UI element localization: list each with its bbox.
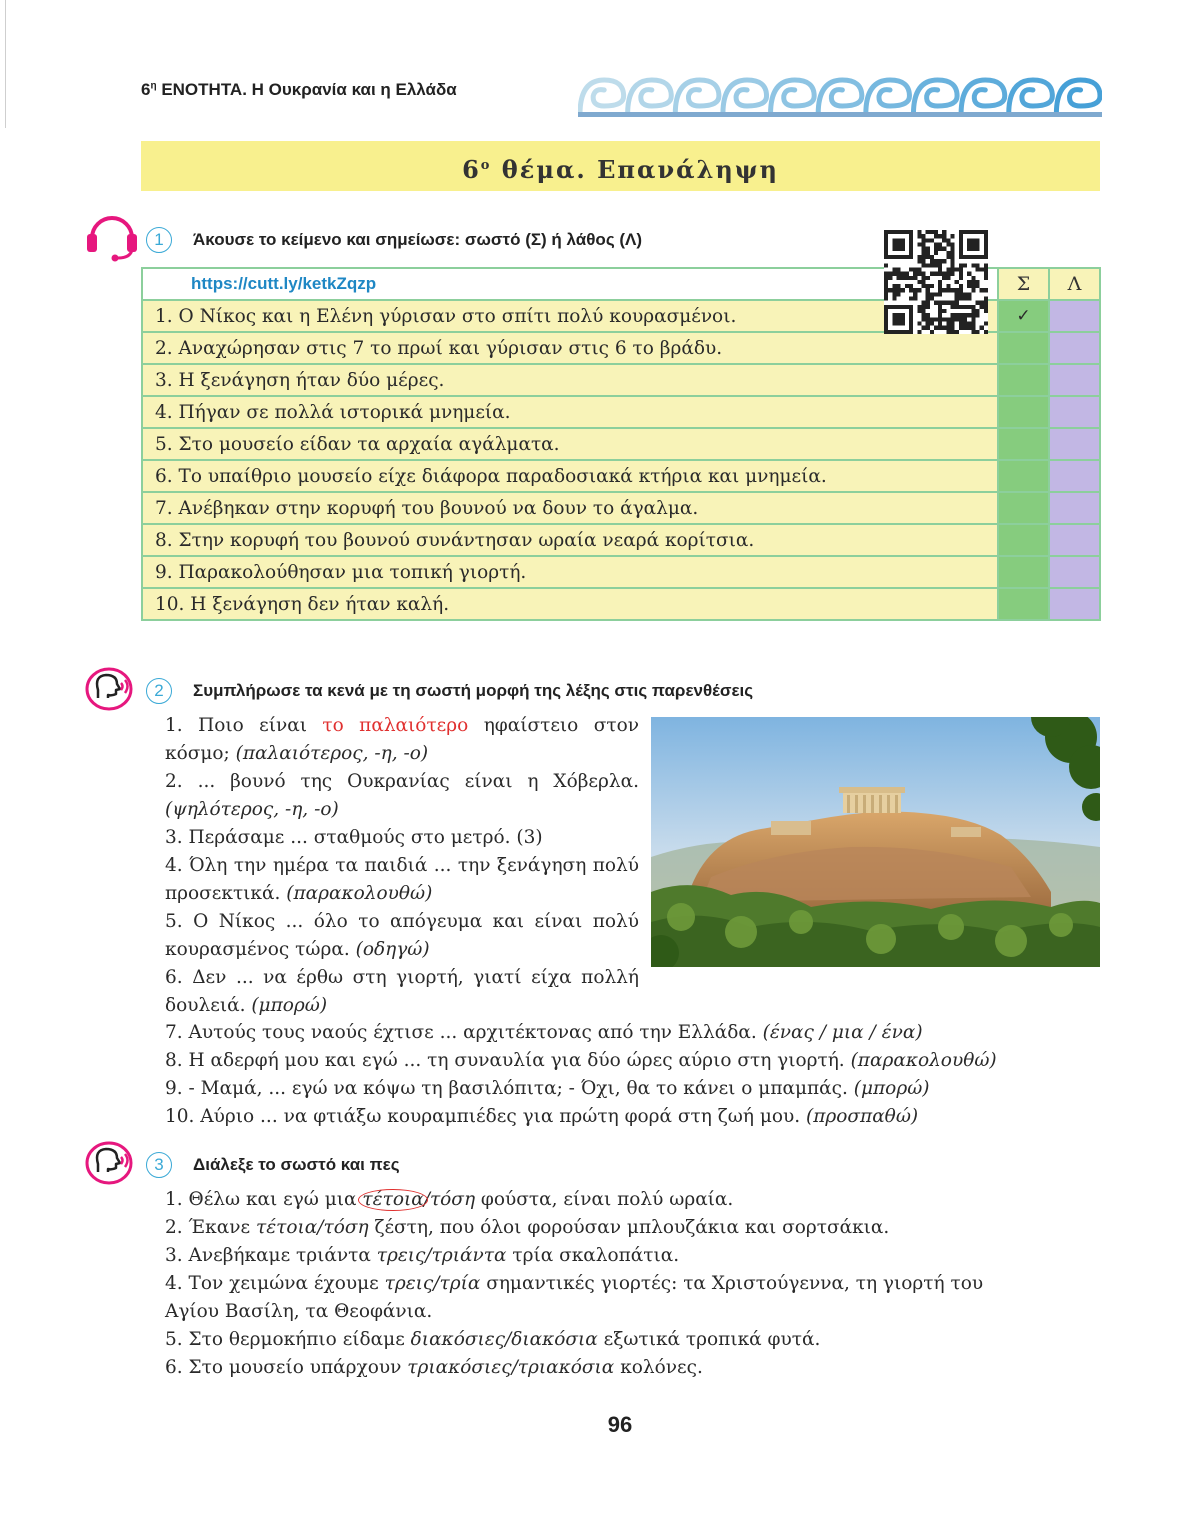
- qr-code-icon[interactable]: [884, 230, 988, 334]
- item-text: σημαντικές γιορτές: τα Χριστούγεννα, τη γιορτή του: [480, 1273, 984, 1294]
- statement-text: 6. Το υπαίθριο μουσείο είχε διάφορα παραδοσιακά κτήρια και μνημεία.: [142, 460, 998, 492]
- exercise-2-item-5: [165, 908, 639, 964]
- answer-cell-wrong[interactable]: [1049, 556, 1100, 588]
- title-text: θέμα. Επανάληψη: [501, 155, 779, 184]
- item-hint: (ένας / μια / ένα): [762, 1022, 923, 1043]
- statement-text: 8. Στην κορυφή του βουνού συνάντησαν ωραία νεαρά κορίτσια.: [142, 524, 998, 556]
- wave-curl: [1056, 80, 1100, 114]
- item-options[interactable]: τριακόσιες/τριακόσια: [407, 1357, 615, 1378]
- exercise-2-item-4: [165, 852, 639, 908]
- item-text: 1. Θέλω και εγώ μια: [165, 1189, 363, 1210]
- exercise-2-item-6: [165, 964, 639, 1020]
- item-text: 7. Αυτούς τους ναούς έχτισε ... αρχιτέκτονας από την Ελλάδα.: [165, 1022, 763, 1043]
- wave-curl: [771, 80, 815, 114]
- item-text: εξωτικά τροπικά φυτά.: [597, 1329, 821, 1350]
- answer-cell-correct[interactable]: ✓: [998, 300, 1049, 332]
- table-row: [142, 460, 1100, 492]
- unit-number: 6: [141, 80, 151, 99]
- answer-cell-correct[interactable]: [998, 460, 1049, 492]
- table-row: [142, 428, 1100, 460]
- answer-cell-wrong[interactable]: [1049, 364, 1100, 396]
- exercise-1-number: 1: [146, 227, 172, 253]
- exercise-3-item-4-continued: Αγίου Βασίλη, τα Θεοφάνια.: [165, 1301, 433, 1322]
- exercise-1-instruction: Άκουσε το κείμενο και σημείωσε: σωστό (Σ) ή λάθος (Λ): [193, 230, 643, 249]
- answer-cell-correct[interactable]: [998, 524, 1049, 556]
- item-text: 4. Όλη την ημέρα τα παιδιά ... την ξενάγηση πολύ προσεκτικά.: [165, 855, 639, 904]
- wave-curl: [723, 80, 767, 114]
- item-text: 3. Ανεβήκαμε τριάντα: [165, 1245, 377, 1266]
- answer-cell-correct[interactable]: [998, 396, 1049, 428]
- statement-text: 3. Η ξενάγηση ήταν δύο μέρες.: [142, 364, 998, 396]
- title-number-suffix: ο: [480, 158, 492, 173]
- exercise-3-instruction: Διάλεξε το σωστό και πες: [193, 1155, 400, 1174]
- item-text: τρία σκαλοπάτια.: [506, 1245, 680, 1266]
- answer-cell-wrong[interactable]: [1049, 396, 1100, 428]
- wave-curl: [866, 80, 910, 114]
- table-row: [142, 588, 1100, 620]
- exercise-3-item-5: [165, 1326, 820, 1354]
- answer-cell-correct[interactable]: [998, 556, 1049, 588]
- answer-cell-wrong[interactable]: [1049, 300, 1100, 332]
- table-row: [142, 556, 1100, 588]
- exercise-2-instruction: Συμπλήρωσε τα κενά με τη σωστή μορφή της λέξης στις παρενθέσεις: [193, 681, 754, 700]
- speaking-head-icon: [84, 1138, 140, 1188]
- statement-text: 7. Ανέβηκαν στην κορυφή του βουνού να δουν το άγαλμα.: [142, 492, 998, 524]
- answer-cell-correct[interactable]: [998, 492, 1049, 524]
- answer-cell-correct[interactable]: [998, 428, 1049, 460]
- title-number: 6: [462, 155, 481, 184]
- acropolis-photo: [651, 717, 1100, 967]
- item-text: 5. Στο θερμοκήπιο είδαμε: [165, 1329, 411, 1350]
- wave-curl: [818, 80, 862, 114]
- option-separator: /: [423, 1189, 430, 1210]
- answer-cell-wrong[interactable]: [1049, 492, 1100, 524]
- exercise-3-item-4: [165, 1270, 983, 1298]
- item-text: 4. Τον χειμώνα έχουμε: [165, 1273, 385, 1294]
- item-hint: (μπορώ): [853, 1078, 930, 1099]
- item-hint: (προσπαθώ): [806, 1106, 919, 1127]
- item-text: ηφαίστειο στον κόσμο;: [165, 715, 639, 764]
- table-row: [142, 396, 1100, 428]
- item-text: 8. Η αδερφή μου και εγώ ... τη συναυλία για δύο ώρες αύριο στη γιορτή.: [165, 1050, 851, 1071]
- page-number: 96: [607, 1412, 633, 1437]
- exercise-2-item-7: [165, 1019, 1125, 1047]
- table-row: [142, 332, 1100, 364]
- title-bar: [141, 141, 1100, 191]
- selected-option[interactable]: τέτοια: [362, 1189, 424, 1210]
- item-text: 2. ... βουνό της Ουκρανίας είναι η Χόβερλα.: [165, 771, 639, 792]
- item-options[interactable]: τέτοια/τόση: [255, 1217, 369, 1238]
- item-text: 6. Στο μουσείο υπάρχουν: [165, 1357, 408, 1378]
- answer-cell-wrong[interactable]: [1049, 588, 1100, 620]
- item-hint: (μπορώ): [251, 995, 328, 1016]
- unit-header: [141, 80, 457, 100]
- filled-answer: το παλαιότερο: [322, 715, 469, 736]
- item-text: κολόνες.: [614, 1357, 703, 1378]
- statement-text: 1. Ο Νίκος και η Ελένη γύρισαν στο σπίτι πολύ κουρασμένοι.: [142, 300, 998, 332]
- item-text: φούστα, είναι πολύ ωραία.: [475, 1189, 734, 1210]
- item-options[interactable]: τρεις/τρία: [384, 1273, 481, 1294]
- item-hint: (παρακολουθώ): [850, 1050, 997, 1071]
- table-row: [142, 524, 1100, 556]
- column-header-wrong: Λ: [1049, 268, 1100, 300]
- item-text: ζέστη, που όλοι φορούσαν μπλουζάκια και σορτσάκια.: [368, 1217, 890, 1238]
- exercise-3-number: 3: [146, 1152, 172, 1178]
- exercise-3-item-2: [165, 1214, 889, 1242]
- headphones-icon: [84, 212, 140, 262]
- column-header-correct: Σ: [998, 268, 1049, 300]
- statement-text: 4. Πήγαν σε πολλά ιστορικά μνημεία.: [142, 396, 998, 428]
- exercise-2-item-1: [165, 712, 639, 768]
- answer-cell-wrong[interactable]: [1049, 524, 1100, 556]
- unit-label: ΕΝΟΤΗΤΑ. Η Ουκρανία και η Ελλάδα: [161, 80, 457, 99]
- item-text: 10. Αύριο ... να φτιάξω κουραμπιέδες για πρώτη φορά στη ζωή μου.: [165, 1106, 807, 1127]
- answer-cell-correct[interactable]: [998, 364, 1049, 396]
- exercise-2-item-9: [165, 1075, 1125, 1103]
- statement-text: 2. Αναχώρησαν στις 7 το πρωί και γύρισαν στις 6 το βράδυ.: [142, 332, 998, 364]
- exercise-2-item-3: [165, 824, 639, 852]
- item-options[interactable]: διακόσιες/διακόσια: [410, 1329, 598, 1350]
- wave-curl: [913, 80, 957, 114]
- item-text: 3. Περάσαμε ... σταθμούς στο μετρό. (3): [165, 827, 543, 848]
- wave-curl: [675, 80, 719, 114]
- item-text: 5. Ο Νίκος ... όλο το απόγευμα και είναι πολύ κουρασμένος τώρα.: [165, 911, 639, 960]
- item-hint: (ψηλότερος, -η, -ο): [165, 799, 339, 820]
- exercise-2-item-10: [165, 1103, 1125, 1131]
- statement-text: 9. Παρακολούθησαν μια τοπική γιορτή.: [142, 556, 998, 588]
- answer-cell-correct[interactable]: [998, 332, 1049, 364]
- item-text: 1. Ποιο είναι: [165, 715, 323, 736]
- item-hint: (παλαιότερος, -η, -ο): [235, 743, 429, 764]
- item-text: 6. Δεν ... να έρθω στη γιορτή, γιατί είχα πολλή δουλειά.: [165, 967, 639, 1016]
- audio-link[interactable]: https://cutt.ly/ketkZqzp: [142, 268, 998, 300]
- answer-cell-wrong[interactable]: [1049, 428, 1100, 460]
- table-row: [142, 364, 1100, 396]
- wave-curl: [1009, 80, 1053, 114]
- item-options[interactable]: τρεις/τριάντα: [376, 1245, 507, 1266]
- unselected-option[interactable]: τόση: [429, 1189, 476, 1210]
- page-edge-line: [5, 0, 6, 128]
- statement-text: 10. Η ξενάγηση δεν ήταν καλή.: [142, 588, 998, 620]
- item-hint: (οδηγώ): [355, 939, 430, 960]
- exercise-2-item-8: [165, 1047, 1125, 1075]
- page-title: [141, 141, 1100, 191]
- wave-pattern-decoration: [578, 74, 1102, 118]
- wave-curl: [628, 80, 672, 114]
- answer-cell-wrong[interactable]: [1049, 460, 1100, 492]
- exercise-2-item-2: [165, 768, 639, 824]
- wave-curl: [580, 80, 624, 114]
- exercise-3-item-3: [165, 1242, 679, 1270]
- table-row: [142, 492, 1100, 524]
- wave-curl: [961, 80, 1005, 114]
- item-hint: (παρακολουθώ): [286, 883, 433, 904]
- item-text: 2. Έκανε: [165, 1217, 256, 1238]
- item-text: 9. - Μαμά, ... εγώ να κόψω τη βασιλόπιτα; - Όχι, θα το κάνει ο μπαμπάς.: [165, 1078, 854, 1099]
- answer-cell-wrong[interactable]: [1049, 332, 1100, 364]
- exercise-3-item-1: [165, 1186, 733, 1214]
- wave-base-line: [578, 112, 1102, 117]
- statement-text: 5. Στο μουσείο είδαν τα αρχαία αγάλματα.: [142, 428, 998, 460]
- exercise-2-items-wrapped: [165, 712, 639, 1020]
- unit-number-suffix: η: [150, 80, 157, 92]
- speaking-head-icon: [84, 664, 140, 714]
- answer-cell-correct[interactable]: [998, 588, 1049, 620]
- exercise-3-item-6: [165, 1354, 703, 1382]
- exercise-2-number: 2: [146, 678, 172, 704]
